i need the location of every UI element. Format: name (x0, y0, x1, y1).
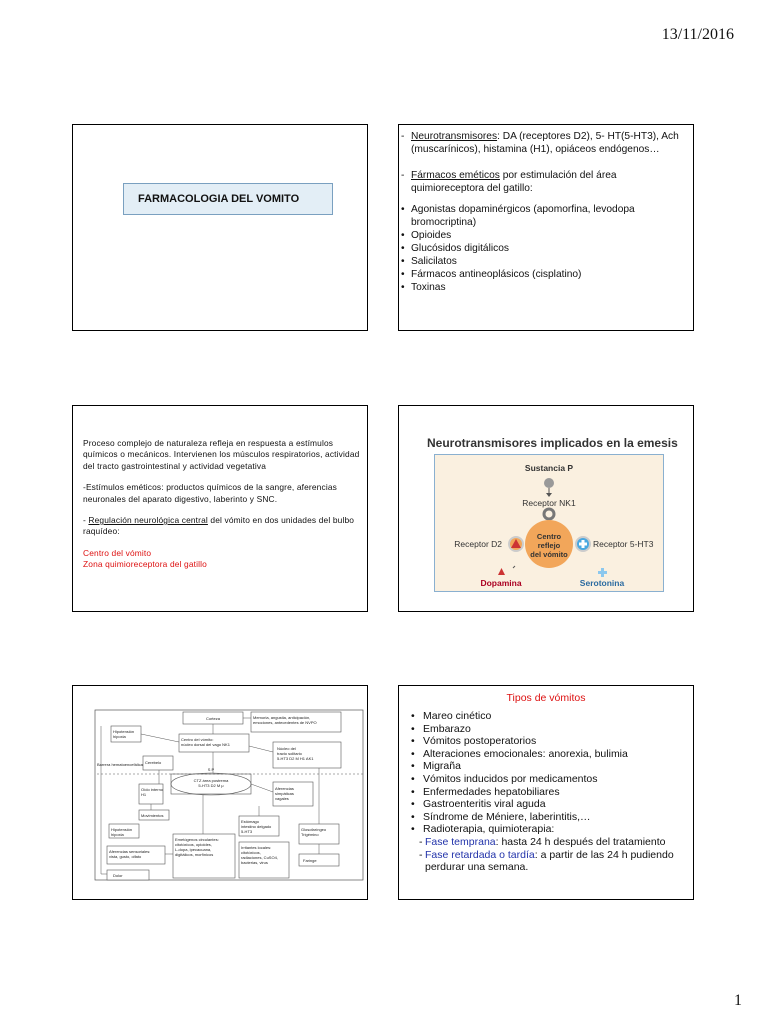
svg-text:Centro: Centro (536, 532, 562, 541)
label-estomago: Estómago intestino delgado 5-HT3 (241, 819, 272, 834)
label-cerebelo: Cerebelo (145, 760, 162, 765)
tipos-vomitos-list (411, 710, 689, 874)
label-emetogenos: Emetógenos circulantes: citotóxicos, opioides, L-dopa, ipecacuana, digitálicos, morfínicos (175, 837, 219, 857)
svg-text:reflejo: reflejo (537, 541, 561, 550)
emesis-diagram (434, 454, 664, 592)
slide-2-content: - Neurotransmisores: DA (receptores D2), 5- HT(5-HT3), Ach (muscarínicos), histamina (H1), opiáceos endógenos… - Fármacos eméticos por estimulación del área quimioreceptora del gatillo: • Agonistas dopaminérgicos (apomorfina, levodopa bromocriptina) • Opioides • Glucósidos digitálicos • Salicilatos • Fármacos antineoplásicos (cisplatino) • Toxinas (401, 131, 689, 294)
label-glosofaringeo: Glosofaríngeo Trigémino (301, 827, 327, 837)
slide-1 (72, 124, 368, 331)
list-item: • Agonistas dopaminérgicos (apomorfina, levodopa bromocriptina) (401, 204, 635, 228)
list-item: • Fármacos antineoplásicos (cisplatino) (401, 269, 582, 280)
label-irritantes: Irritantes locales: citotóxicos, radiaciones, CuSO4, bacterias, virus (241, 845, 278, 865)
receptor-nk1-icon (544, 509, 554, 519)
farmacos-label: Fármacos eméticos (411, 170, 500, 181)
sustancia-p-label: Sustancia P (524, 463, 574, 473)
slide-4-title: Neurotransmisores implicados en la emesis (427, 436, 678, 450)
slide-6-title: Tipos de vómitos (506, 692, 586, 704)
label-hipotension-2: Hipotensión hipoxia (111, 827, 133, 837)
label-faringe: Faringe (303, 858, 317, 863)
label-nucleo: Núcleo del tracto solitario 5-HT3 D2 M H1 AK1 (277, 746, 314, 761)
list-item: • Embarazo (411, 722, 471, 735)
label-dolor: Dolor (113, 873, 123, 878)
slide-3 (72, 405, 368, 612)
slide-3-content (83, 438, 367, 571)
svg-text:del vómito: del vómito (530, 550, 568, 559)
label-hipotension-1: Hipotensión hipoxia (113, 729, 135, 739)
zona-quimio-text: Zona quimioreceptora del gatillo (83, 559, 207, 570)
serotonina-icon (598, 571, 607, 574)
vomiting-pathway-diagram (73, 686, 368, 900)
list-item: • Opioides (401, 230, 452, 241)
receptor-5ht3-label: Receptor 5-HT3 (593, 539, 654, 549)
list-item: • Radioterapia, quimioterapia: (411, 823, 555, 836)
slide-5 (72, 685, 368, 900)
list-item: • Síndrome de Méniere, laberintitis,… (411, 810, 591, 823)
dopamina-icon (498, 568, 505, 575)
farmacos-text: por estimulación del área quimioreceptora del gatillo: (411, 170, 617, 194)
slide-6 (398, 685, 694, 900)
list-item: • Migraña (411, 760, 461, 773)
list-item: • Vómitos postoperatorios (411, 735, 537, 748)
list-item: • Vómitos inducidos por medicamentos (411, 772, 598, 785)
label-corteza: Corteza (205, 716, 221, 721)
fase-retardada-item: - Fase retardada o tardía: a partir de las 24 h pudiendo perdurar una semana. (419, 848, 674, 874)
centro-vomito-text: Centro del vómito (83, 547, 152, 558)
neurotransmisores-label: Neurotransmisores (411, 131, 498, 142)
receptor-d2-label: Receptor D2 (454, 539, 502, 549)
receptor-nk1-label: Receptor NK1 (522, 498, 576, 508)
label-aferencias-simp: Aferencias simpáticas vagales (275, 786, 294, 801)
label-memoria: Memoria, angustia, anticipación, emociones, antecedentes de NVPO (253, 715, 317, 725)
fase-temprana-item: - Fase temprana: hasta 24 h después del tratamiento (419, 835, 666, 848)
document-date: 13/11/2016 (661, 26, 734, 43)
label-ctz: CTZ área postrema 5-HT3 D2 M μ (193, 778, 229, 788)
farmacos-list (401, 203, 689, 294)
list-item: • Enfermedades hepatobiliares (411, 785, 560, 798)
label-sp: S P (207, 767, 215, 772)
label-aferencias-sens: Aferencias sensoriales: vista, gusto, olfato (109, 849, 151, 859)
paragraph: -Estímulos eméticos: productos químicos de la sangre, aferencias neuronales del aparato digestivo, laberinto y SNC. (83, 482, 337, 504)
list-item: • Toxinas (401, 282, 446, 293)
regulacion-label: Regulación neurológica central (88, 515, 208, 526)
list-item: • Salicilatos (401, 256, 457, 267)
serotonina-label: Serotonina (579, 578, 625, 588)
label-oido: Oído interno H1 (141, 787, 164, 797)
dopamina-label: Dopamina (480, 578, 522, 588)
list-item: • Glucósidos digitálicos (401, 243, 509, 254)
label-movimientos: Movimientos (141, 813, 164, 818)
label-barrera: Barrera hematoencefálica (97, 762, 143, 767)
paragraph: - Regulación neurológica central del vómito en dos unidades del bulbo raquídeo: (83, 515, 355, 537)
list-item: • Gastroenteritis viral aguda (411, 798, 546, 811)
page-number: 1 (734, 992, 742, 1009)
slide-4 (398, 405, 694, 612)
neurotransmisores-text: : DA (receptores D2), 5- HT(5-HT3), Ach (muscarínicos), histamina (H1), opiáceos endógenos… (411, 131, 679, 155)
list-item: • Mareo cinético (411, 710, 492, 722)
list-item: • Alteraciones emocionales: anorexia, bulimia (411, 747, 628, 760)
sustancia-p-icon (544, 478, 554, 488)
slide-title: FARMACOLOGIA DEL VOMITO (123, 183, 333, 215)
label-centro: Centro del vómito: núcleo dorsal del vago NK1 (181, 737, 230, 747)
paragraph: Proceso complejo de naturaleza refleja en respuesta a estímulos químicos o mecánicos. Intervienen los músculos respiratorios, actividad del tracto gastrointestinal y actividad vegetativa (83, 438, 360, 471)
slide-2 (398, 124, 694, 331)
